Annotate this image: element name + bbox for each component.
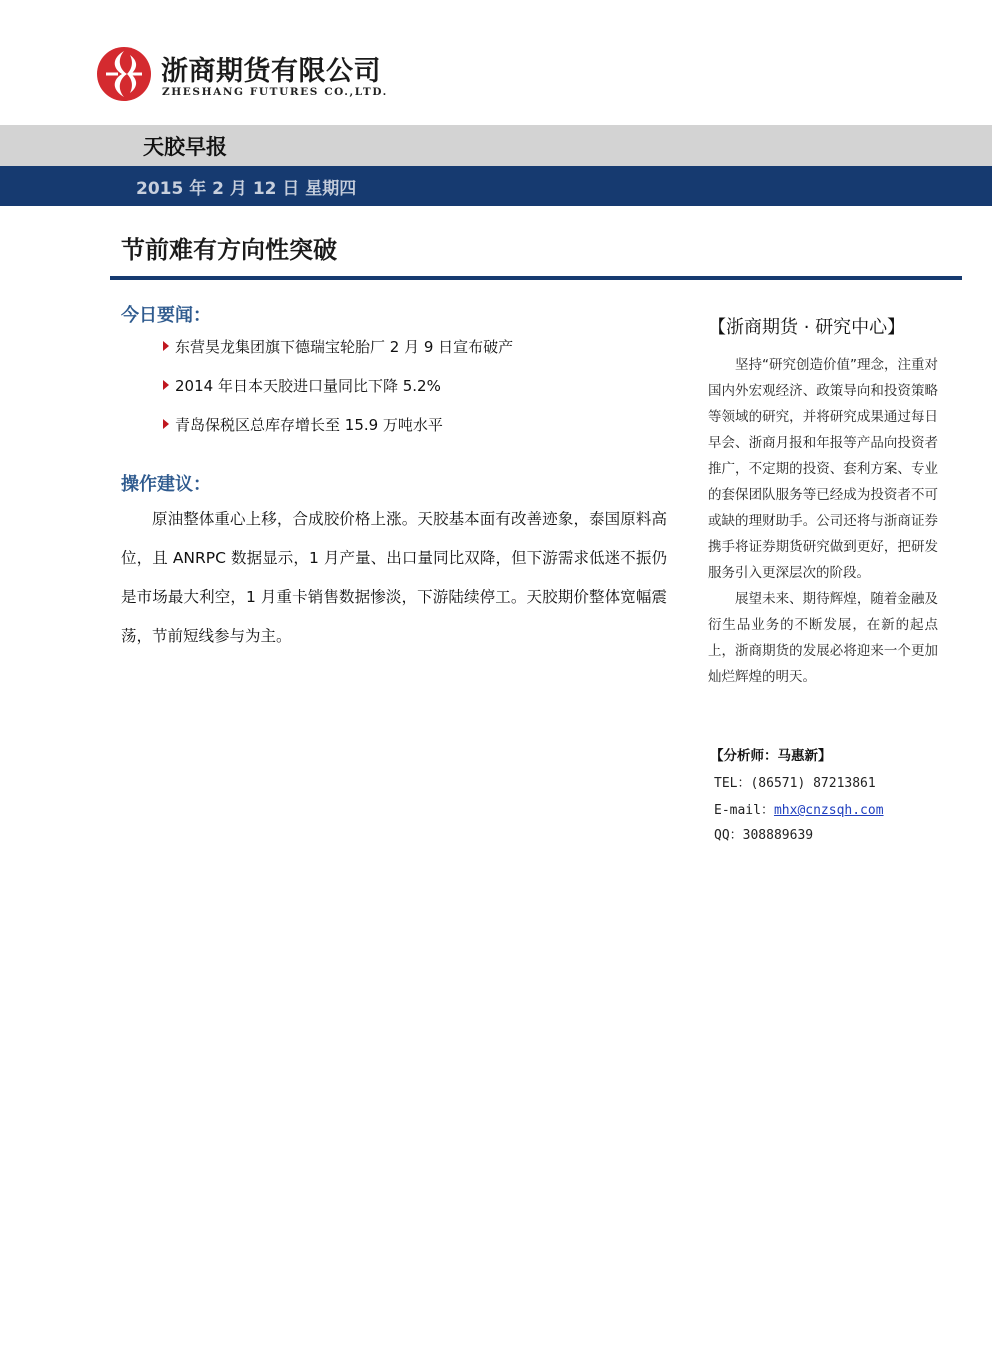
bullet-arrow-icon xyxy=(163,341,169,351)
news-item: 东营昊龙集团旗下德瑞宝轮胎厂 2 月 9 日宣布破产 xyxy=(163,336,513,357)
company-name-cn: 浙商期货有限公司 xyxy=(161,56,381,87)
research-center-para: 展望未来、期待辉煌，随着金融及衍生品业务的不断发展，在新的起点上，浙商期货的发展必将迎来一个更加灿烂辉煌的明天。 xyxy=(708,591,938,685)
news-item: 2014 年日本天胶进口量同比下降 5.2% xyxy=(163,375,441,396)
report-name: 天胶早报 xyxy=(143,135,227,159)
email-link[interactable]: mhx@cnzsqh.com xyxy=(773,803,884,818)
analyst-heading: 【分析师：马惠新】 xyxy=(710,748,832,764)
analyst-qq: QQ：308889639 xyxy=(714,828,814,843)
report-date: 2015 年 2 月 12 日 星期四 xyxy=(136,179,357,199)
date-band xyxy=(0,166,992,206)
advice-heading: 操作建议： xyxy=(121,474,211,495)
company-name-en: ZHESHANG FUTURES CO.,LTD. xyxy=(162,86,388,98)
headline-divider xyxy=(110,276,962,280)
advice-text: 原油整体重心上移，合成胶价格上涨。天胶基本面有改善迹象，泰国原料高位，且 ANRPC 数据显示，1 月产量、出口量同比双降，但下游需求低迷不振仍是市场最大利空，1 月重卡销售数据惨淡，下游陆续停工。天胶期价整体宽幅震荡，节前短线参与为主。 xyxy=(121,510,667,645)
analyst-tel: TEL：(86571) 87213861 xyxy=(714,776,876,791)
analyst-email: E-mail：mhx@cnzsqh.com xyxy=(714,803,884,818)
bullet-arrow-icon xyxy=(163,419,169,429)
research-center-title: 【浙商期货 · 研究中心】 xyxy=(708,317,906,338)
research-center-body xyxy=(708,352,938,690)
bullet-arrow-icon xyxy=(163,380,169,390)
zheshang-logo-icon xyxy=(96,46,152,102)
news-item: 青岛保税区总库存增长至 15.9 万吨水平 xyxy=(163,414,443,435)
news-heading: 今日要闻： xyxy=(121,305,211,326)
page-headline: 节前难有方向性突破 xyxy=(121,236,337,264)
report-title-band xyxy=(0,125,992,166)
research-center-para: 坚持“研究创造价值”理念，注重对国内外宏观经济、政策导向和投资策略等领域的研究，并将研究成果通过每日早会、浙商月报和年报等产品向投资者推广，不定期的投资、套利方案、专业的套保团队服务等已经成为投资者不可或缺的理财助手。公司还将与浙商证券携手将证券期货研究做到更好，把研发服务引入更深层次的阶段。 xyxy=(708,357,938,581)
